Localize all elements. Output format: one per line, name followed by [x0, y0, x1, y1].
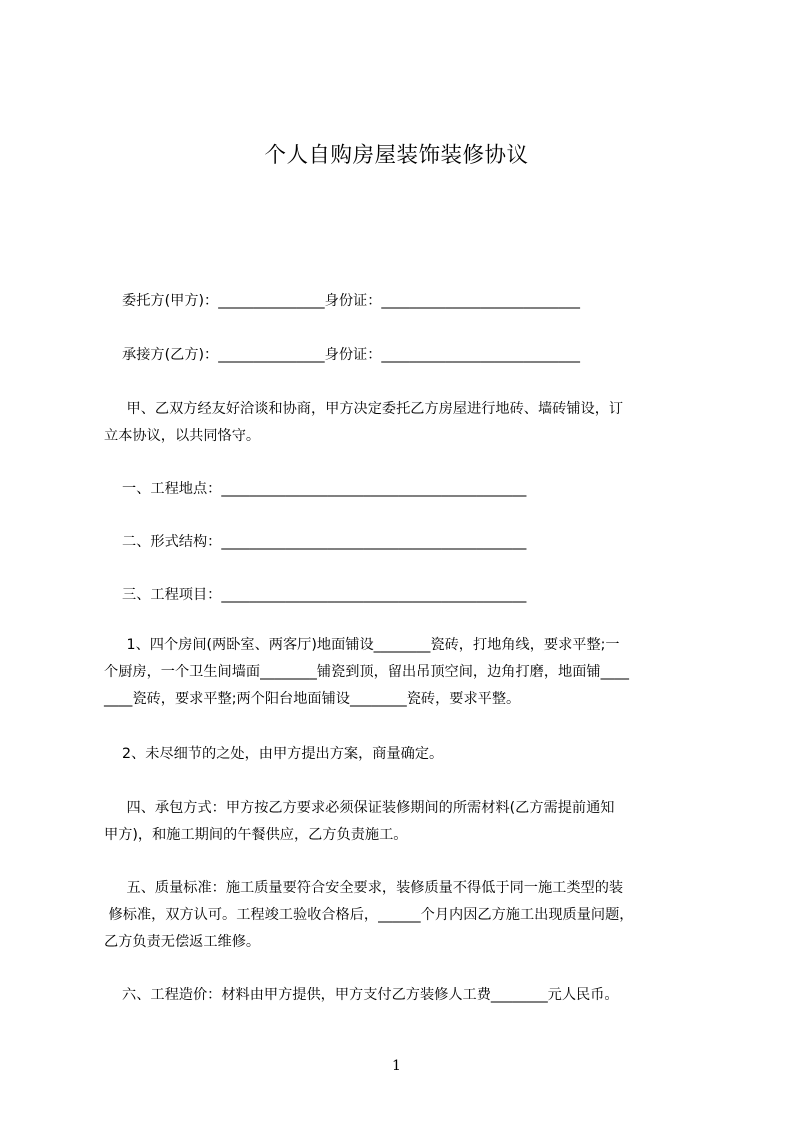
- paragraph-line: 乙方负责无偿返工维修。: [104, 934, 261, 950]
- item-1-paragraph: [104, 636, 704, 717]
- project-line: 三、工程项目：___________________________________________: [104, 587, 527, 603]
- quality-paragraph: [104, 879, 704, 960]
- paragraph-line: ____瓷砖，要求平整;两个阳台地面铺设________瓷砖，要求平整。: [104, 691, 521, 707]
- structure-line: 二、形式结构：___________________________________________: [104, 534, 527, 550]
- intro-paragraph: [104, 400, 704, 454]
- document-title: 个人自购房屋装饰装修协议: [264, 143, 529, 168]
- paragraph-line: 修标准，双方认可。工程竣工验收合格后，______个月内因乙方施工出现质量问题，: [104, 907, 634, 923]
- cost-line: 六、工程造价：材料由甲方提供，甲方支付乙方装修人工费________元人民币。: [104, 987, 619, 1003]
- item-2-line: 2、未尽细节的之处，由甲方提出方案，商量确定。: [104, 746, 444, 762]
- contract-mode-paragraph: [104, 799, 704, 853]
- paragraph-line: 甲方)，和施工期间的午餐供应，乙方负责施工。: [104, 827, 408, 843]
- paragraph-line: 1、四个房间(两卧室、两客厅)地面铺设________瓷砖，打地角线，要求平整;一: [104, 637, 620, 653]
- paragraph-line: 五、质量标准：施工质量要符合安全要求，装修质量不得低于同一施工类型的装: [104, 880, 624, 896]
- page-number: 1: [392, 1058, 401, 1074]
- party-a-line: 委托方(甲方)：_______________身份证：____________________________: [104, 293, 581, 309]
- paragraph-line: 四、承包方式：甲方按乙方要求必须保证装修期间的所需材料(乙方需提前通知: [104, 800, 615, 816]
- paragraph-line: 个厨房，一个卫生间墙面________铺瓷到顶，留出吊顶空间，边角打磨，地面铺____: [104, 664, 629, 680]
- paragraph-line: 甲、乙双方经友好洽谈和协商，甲方决定委托乙方房屋进行地砖、墙砖铺设，订: [104, 401, 624, 417]
- paragraph-line: 立本协议，以共同恪守。: [104, 428, 261, 444]
- party-b-line: 承接方(乙方)：_______________身份证：____________________________: [104, 347, 581, 363]
- site-line: 一、工程地点：___________________________________________: [104, 481, 527, 497]
